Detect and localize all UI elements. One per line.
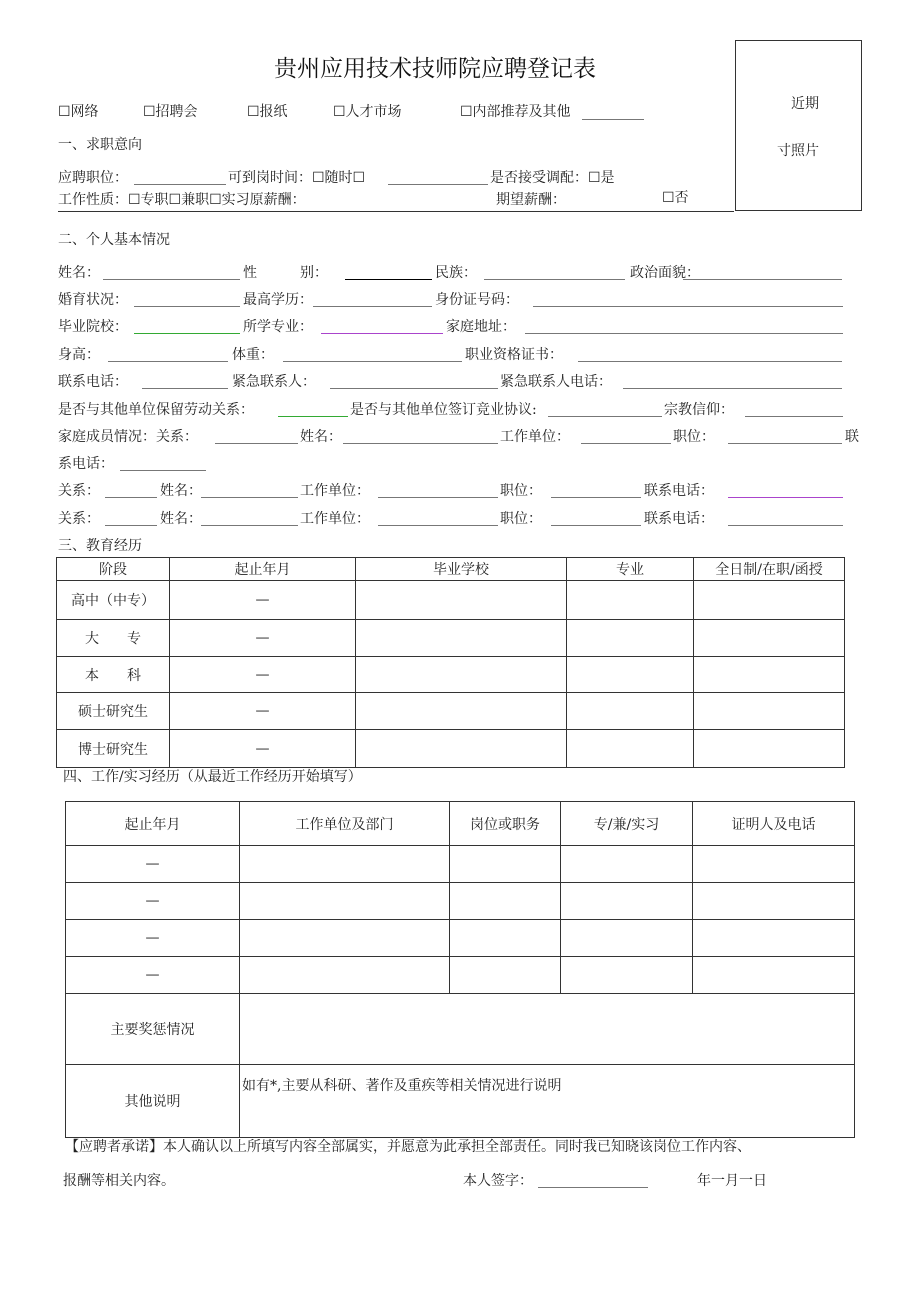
family-work-field[interactable]	[581, 443, 671, 444]
family-name-field[interactable]	[201, 525, 298, 526]
table-header	[66, 802, 855, 846]
pledge-text: 报酬等相关内容。	[63, 1173, 175, 1189]
mode-cell[interactable]	[694, 620, 845, 657]
stage-cell: 博士研究生	[57, 730, 170, 768]
label: 职位：	[500, 511, 542, 527]
major-cell[interactable]	[567, 730, 694, 768]
label: 工作单位：	[300, 511, 370, 527]
label: 家庭成员情况：关系：	[58, 429, 198, 445]
label: 姓名：	[300, 429, 342, 445]
date-field[interactable]: 年一月一日	[697, 1173, 767, 1189]
label: 联系电话：	[644, 511, 714, 527]
major-cell[interactable]	[567, 620, 694, 657]
column-header: 证明人及电话	[693, 802, 855, 846]
post-cell[interactable]	[450, 957, 561, 994]
signature-label: 本人签字：	[463, 1173, 533, 1189]
awards-label: 主要奖惩情况	[66, 994, 240, 1065]
date-cell[interactable]: —	[66, 920, 240, 957]
photo-box[interactable]	[735, 40, 862, 211]
label: 紧急联系人电话：	[500, 374, 612, 390]
type-cell[interactable]	[561, 957, 693, 994]
column-header: 毕业学校	[356, 558, 567, 581]
date-cell[interactable]: —	[170, 657, 356, 693]
stage-cell: 本 科	[57, 657, 170, 693]
label: 姓名：	[58, 265, 100, 281]
section-heading: 二、个人基本情况	[58, 232, 170, 248]
company-cell[interactable]	[240, 883, 450, 920]
label: 毕业院校：	[58, 319, 128, 335]
education-table	[56, 557, 845, 768]
religion-field[interactable]	[745, 416, 843, 417]
family-work-field[interactable]	[378, 497, 498, 498]
label: 职位：	[673, 429, 715, 445]
position-field[interactable]	[134, 184, 226, 185]
available-field[interactable]	[388, 184, 488, 185]
table-row	[57, 581, 845, 620]
family-phone-field[interactable]	[728, 497, 843, 498]
stage-cell: 大 专	[57, 620, 170, 657]
table-row	[57, 657, 845, 693]
relation-field[interactable]	[105, 497, 157, 498]
label: 姓名：	[160, 511, 202, 527]
other-field[interactable]: 如有*,主要从科研、著作及重疾等相关情况进行说明	[240, 1065, 855, 1138]
adjust-no-checkbox[interactable]: ☐否	[662, 190, 689, 206]
political-field[interactable]	[683, 279, 842, 280]
mode-cell[interactable]	[694, 581, 845, 620]
reference-cell[interactable]	[693, 846, 855, 883]
source-option[interactable]: ☐网络	[58, 104, 99, 120]
reference-cell[interactable]	[693, 957, 855, 994]
date-cell[interactable]: —	[170, 620, 356, 657]
source-option[interactable]: ☐报纸	[247, 104, 288, 120]
awards-row	[66, 994, 855, 1065]
family-position-field[interactable]	[728, 443, 842, 444]
label: 最高学历：	[243, 292, 313, 308]
date-cell[interactable]: —	[66, 957, 240, 994]
relation-field[interactable]	[215, 443, 298, 444]
other-field[interactable]	[582, 119, 644, 120]
post-cell[interactable]	[450, 920, 561, 957]
family-position-field[interactable]	[551, 497, 641, 498]
stage-cell: 高中（中专）	[57, 581, 170, 620]
ethnic-field[interactable]	[484, 279, 625, 280]
table-row	[57, 693, 845, 730]
label: 别：	[300, 265, 328, 281]
marital-field[interactable]	[134, 306, 240, 307]
photo-label: 近期	[791, 96, 819, 112]
id-field[interactable]	[533, 306, 843, 307]
label: 身高：	[58, 347, 100, 363]
school-cell[interactable]	[356, 620, 567, 657]
school-cell[interactable]	[356, 581, 567, 620]
emergency-phone-field[interactable]	[623, 388, 842, 389]
school-cell[interactable]	[356, 730, 567, 768]
type-cell[interactable]	[561, 846, 693, 883]
label: 工作单位：	[300, 483, 370, 499]
pledge-text: 【应聘者承诺】本人确认以上所填写内容全部属实，并愿意为此承担全部责任。同时我已知晓该岗位工作内容、	[65, 1139, 751, 1155]
type-cell[interactable]	[561, 920, 693, 957]
date-cell[interactable]: —	[170, 581, 356, 620]
source-option[interactable]: ☐人才市场	[333, 104, 402, 120]
other-label: 其他说明	[66, 1065, 240, 1138]
label: 联系电话：	[644, 483, 714, 499]
other-row	[66, 1065, 855, 1138]
label: 所学专业：	[243, 319, 313, 335]
label: 联	[845, 429, 859, 445]
company-cell[interactable]	[240, 846, 450, 883]
height-field[interactable]	[108, 361, 228, 362]
nature-checkbox[interactable]: 工作性质：☐专职☐兼职☐实习原薪酬：	[58, 192, 306, 208]
label: 民族：	[435, 265, 477, 281]
label: 宗教信仰：	[664, 402, 734, 418]
table-row	[57, 620, 845, 657]
table-row	[66, 957, 855, 994]
date-cell[interactable]: —	[170, 693, 356, 730]
post-cell[interactable]	[450, 883, 561, 920]
relation-field[interactable]	[105, 525, 157, 526]
stage-cell: 硕士研究生	[57, 693, 170, 730]
label: 系电话：	[58, 456, 114, 472]
label: 是否与其他单位保留劳动关系：	[58, 402, 254, 418]
school-cell[interactable]	[356, 693, 567, 730]
family-name-field[interactable]	[201, 497, 298, 498]
school-cell[interactable]	[356, 657, 567, 693]
label: 职位：	[500, 483, 542, 499]
phone-field[interactable]	[142, 388, 228, 389]
major-cell[interactable]	[567, 693, 694, 730]
form-title: 贵州应用技术技师院应聘登记表	[274, 56, 596, 82]
address-field[interactable]	[525, 333, 843, 334]
date-cell[interactable]: —	[170, 730, 356, 768]
label: 体重：	[232, 347, 274, 363]
label[interactable]: 可到岗时间：☐随时☐	[228, 170, 366, 186]
label: 职业资格证书：	[465, 347, 563, 363]
divider	[58, 211, 734, 212]
name-field[interactable]	[103, 279, 240, 280]
column-header: 工作单位及部门	[240, 802, 450, 846]
column-header: 专/兼/实习	[561, 802, 693, 846]
source-option[interactable]: ☐招聘会	[143, 104, 198, 120]
weight-field[interactable]	[283, 361, 462, 362]
label: 性	[243, 265, 257, 281]
mode-cell[interactable]	[694, 657, 845, 693]
major-cell[interactable]	[567, 581, 694, 620]
cert-field[interactable]	[578, 361, 842, 362]
labor-field[interactable]	[278, 416, 348, 417]
table-row	[66, 920, 855, 957]
family-phone-field[interactable]	[728, 525, 843, 526]
mode-cell[interactable]	[694, 693, 845, 730]
label: 关系：	[58, 511, 100, 527]
table-header	[57, 558, 845, 581]
label: 关系：	[58, 483, 100, 499]
school-field[interactable]	[134, 333, 240, 334]
education-field[interactable]	[313, 306, 432, 307]
date-cell[interactable]: —	[66, 883, 240, 920]
column-header: 起止年月	[66, 802, 240, 846]
major-field[interactable]	[321, 333, 443, 334]
photo-label: 寸照片	[777, 143, 819, 159]
label: 婚育状况：	[58, 292, 128, 308]
work-table	[65, 801, 855, 1138]
section-heading: 一、求职意向	[58, 137, 142, 153]
table-row	[66, 883, 855, 920]
label: 工作单位：	[500, 429, 570, 445]
label: 是否与其他单位签订竞业协议:	[350, 402, 537, 418]
section-heading: 四、工作/实习经历（从最近工作经历开始填写）	[63, 769, 362, 785]
gender-field[interactable]	[345, 279, 432, 280]
reference-cell[interactable]	[693, 920, 855, 957]
label: 身份证号码：	[435, 292, 519, 308]
table-row	[57, 730, 845, 768]
label: 家庭地址：	[446, 319, 516, 335]
column-header: 岗位或职务	[450, 802, 561, 846]
label: 联系电话：	[58, 374, 128, 390]
awards-field[interactable]	[240, 994, 855, 1065]
table-row	[66, 846, 855, 883]
type-cell[interactable]	[561, 883, 693, 920]
family-name-field[interactable]	[343, 443, 498, 444]
column-header: 阶段	[57, 558, 170, 581]
label: 姓名：	[160, 483, 202, 499]
emergency-contact-field[interactable]	[330, 388, 498, 389]
noncompete-field[interactable]	[548, 416, 662, 417]
label: 紧急联系人：	[232, 374, 316, 390]
source-option[interactable]: ☐内部推荐及其他	[460, 104, 571, 120]
adjust-checkbox[interactable]: 是否接受调配：☐是	[490, 170, 615, 186]
family-work-field[interactable]	[378, 525, 498, 526]
date-cell[interactable]: —	[66, 846, 240, 883]
label: 期望薪酬：	[496, 192, 566, 208]
mode-cell[interactable]	[694, 730, 845, 768]
company-cell[interactable]	[240, 920, 450, 957]
family-position-field[interactable]	[551, 525, 641, 526]
column-header: 全日制/在职/函授	[694, 558, 845, 581]
major-cell[interactable]	[567, 657, 694, 693]
column-header: 专业	[567, 558, 694, 581]
label: 政治面貌：	[630, 265, 700, 281]
label: 应聘职位：	[58, 170, 128, 186]
company-cell[interactable]	[240, 957, 450, 994]
section-heading: 三、教育经历	[58, 538, 142, 554]
family-phone-field[interactable]	[120, 470, 206, 471]
post-cell[interactable]	[450, 846, 561, 883]
column-header: 起止年月	[170, 558, 356, 581]
reference-cell[interactable]	[693, 883, 855, 920]
signature-field[interactable]	[538, 1187, 648, 1188]
